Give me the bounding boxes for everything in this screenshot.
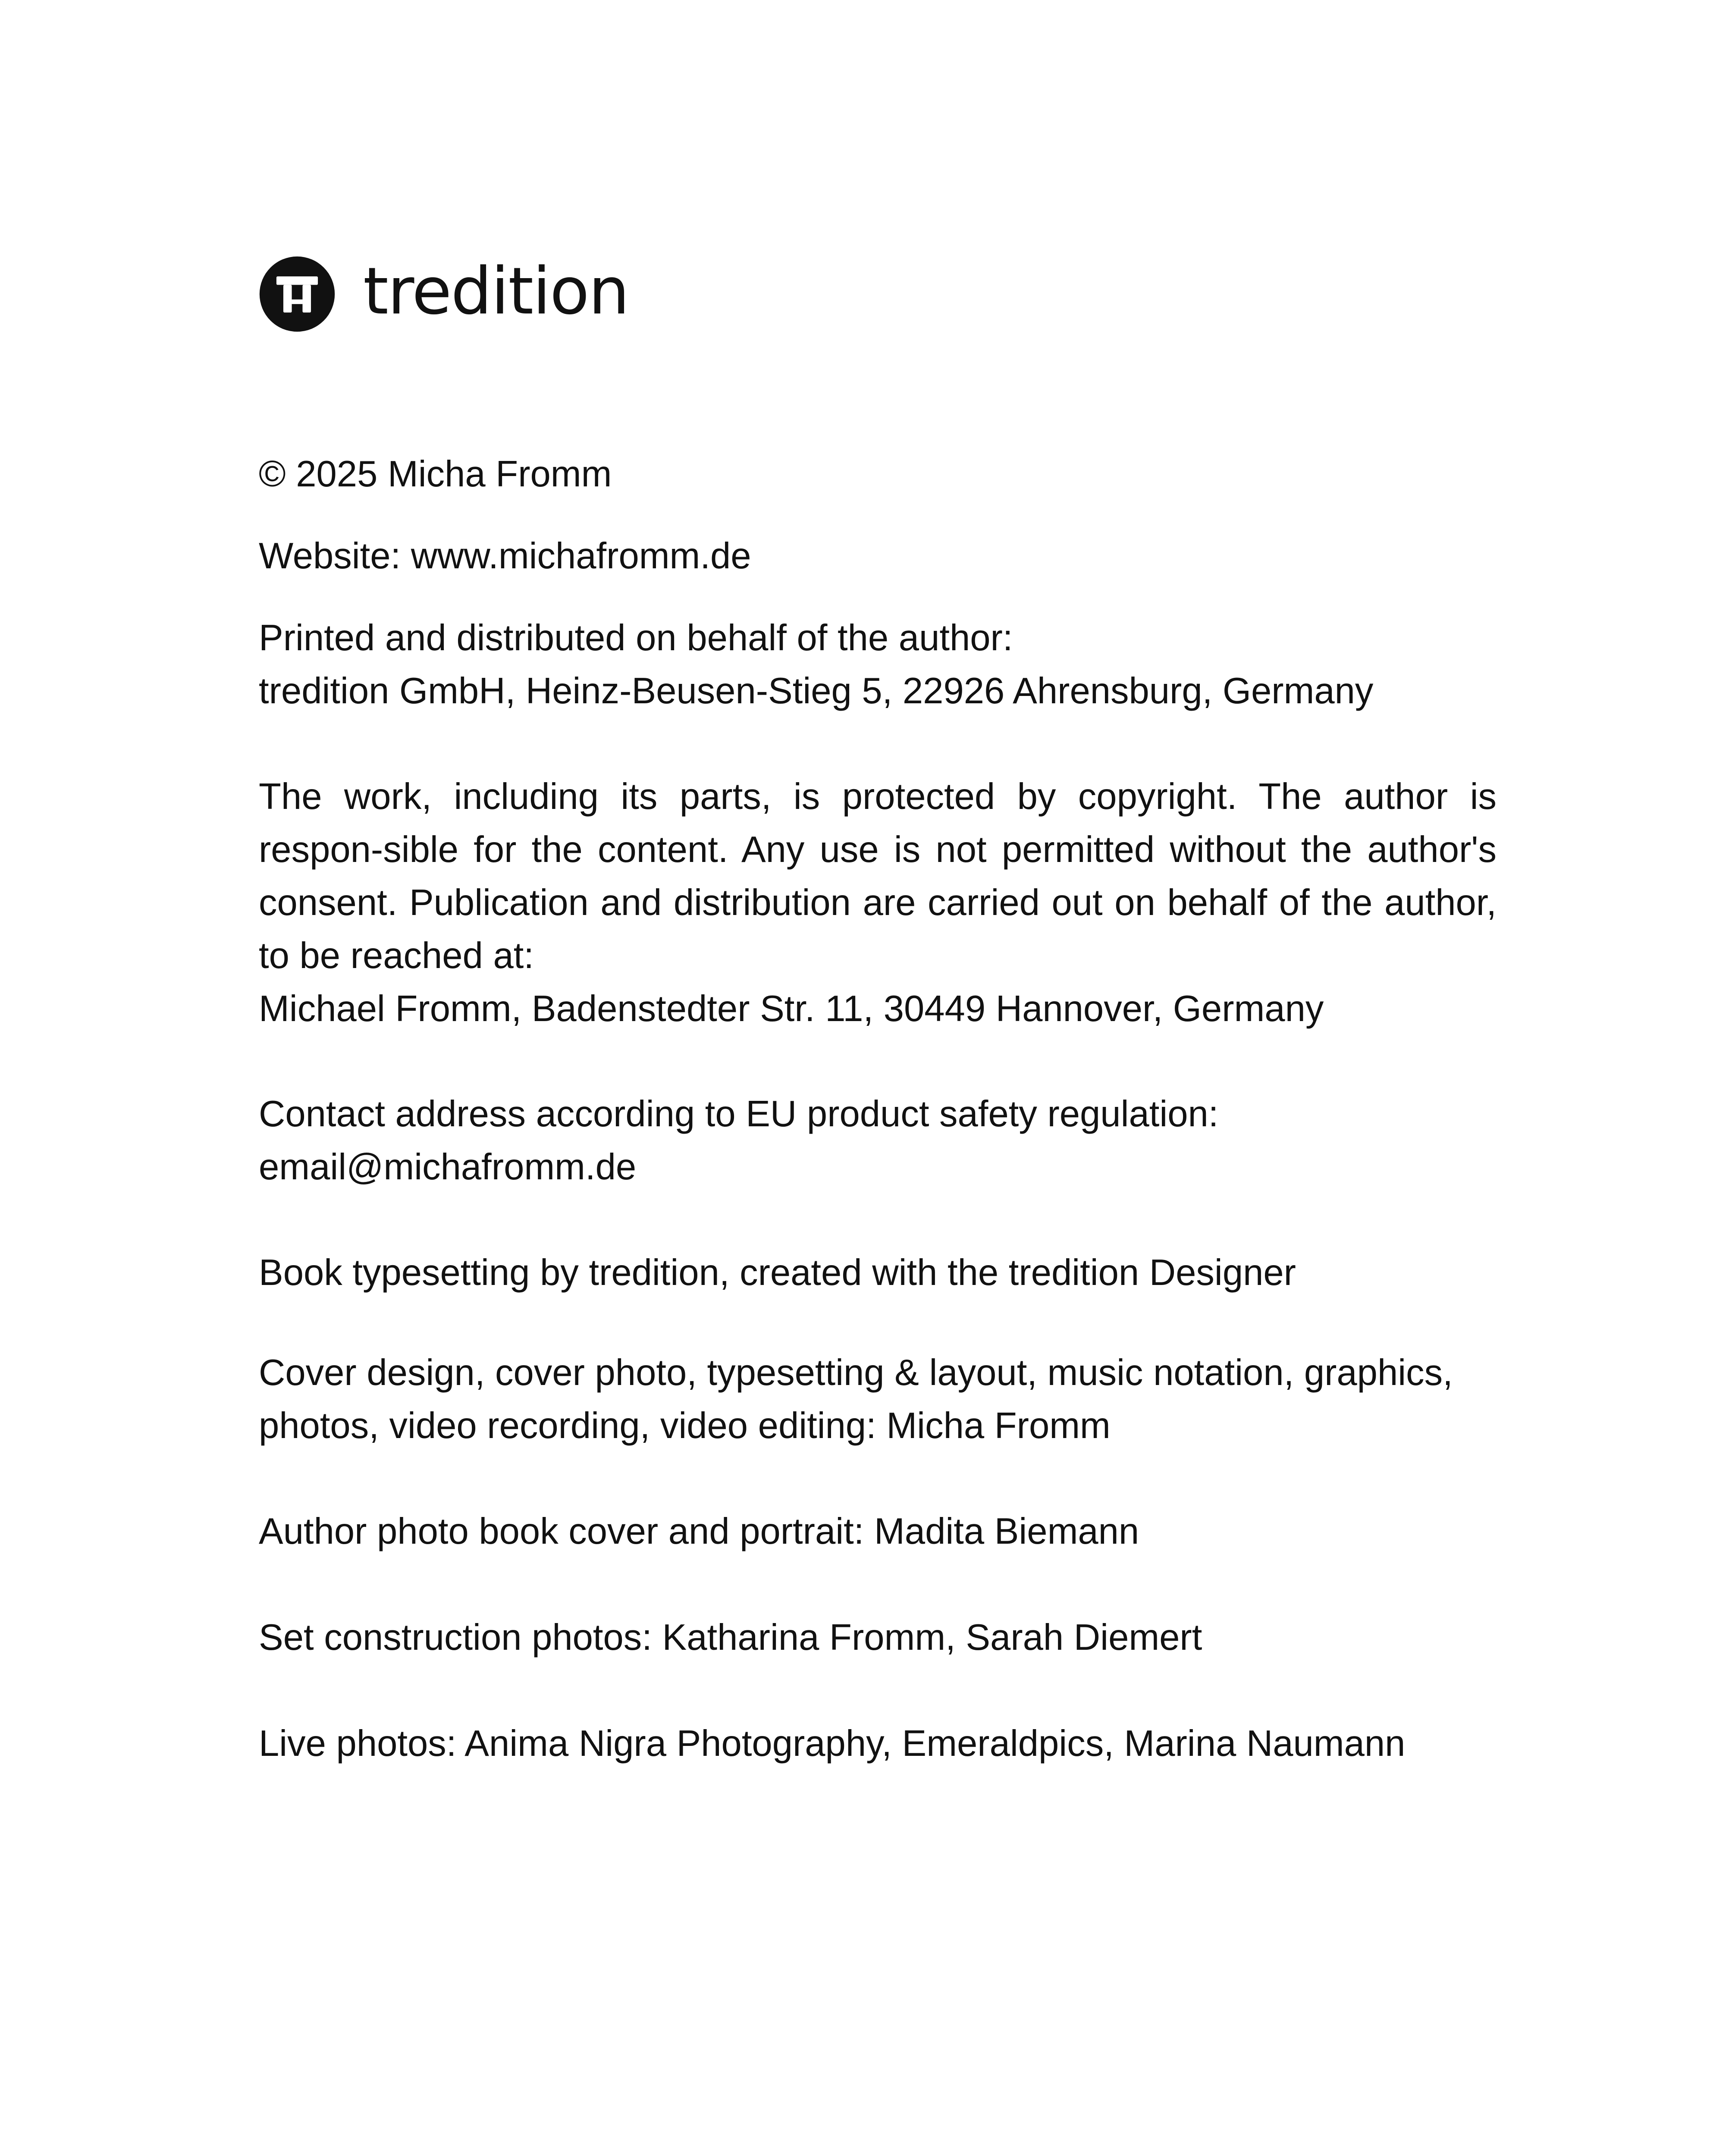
set-photos-credit: Set construction photos: Katharina Fromm, Sarah Diemert [259, 1617, 1202, 1658]
printer-address: tredition GmbH, Heinz-Beusen-Stieg 5, 22926 Ahrensburg, Germany [259, 671, 1374, 711]
tredition-logo-icon [259, 256, 336, 332]
contact-info [259, 1087, 1497, 1194]
copyright-notice [259, 770, 1497, 1035]
author-photo-credit: Author photo book cover and portrait: Madita Biemann [259, 1511, 1139, 1552]
live-photos-credit: Live photos: Anima Nigra Photography, Emeraldpics, Marina Naumann [259, 1723, 1406, 1764]
contact-email: email@michafromm.de [259, 1147, 637, 1188]
website-line: Website: www.michafromm.de [259, 536, 751, 577]
copyright-notice-text: The work, including its parts, is protected by copyright. The author is respon-sible for the content. Any use is not permitted without the author's consent. Publication and distribution are carried out on behalf of the author, to be reached at: [259, 776, 1497, 976]
typesetting-credit: Book typesetting by tredition, created with the tredition Designer [259, 1252, 1296, 1293]
publisher-wordmark: tredition [363, 254, 629, 329]
contact-label: Contact address according to EU product safety regulation: [259, 1094, 1219, 1134]
printer-info [259, 611, 1497, 718]
copyright-line: © 2025 Micha Fromm [259, 454, 612, 495]
design-credit: Cover design, cover photo, typesetting & layout, music notation, graphics, photos, video recording, video editing: Micha Fromm [259, 1352, 1453, 1446]
author-address: Michael Fromm, Badenstedter Str. 11, 30449 Hannover, Germany [259, 988, 1324, 1029]
printer-info-label: Printed and distributed on behalf of the author: [259, 617, 1013, 658]
publisher-logo [259, 255, 629, 333]
